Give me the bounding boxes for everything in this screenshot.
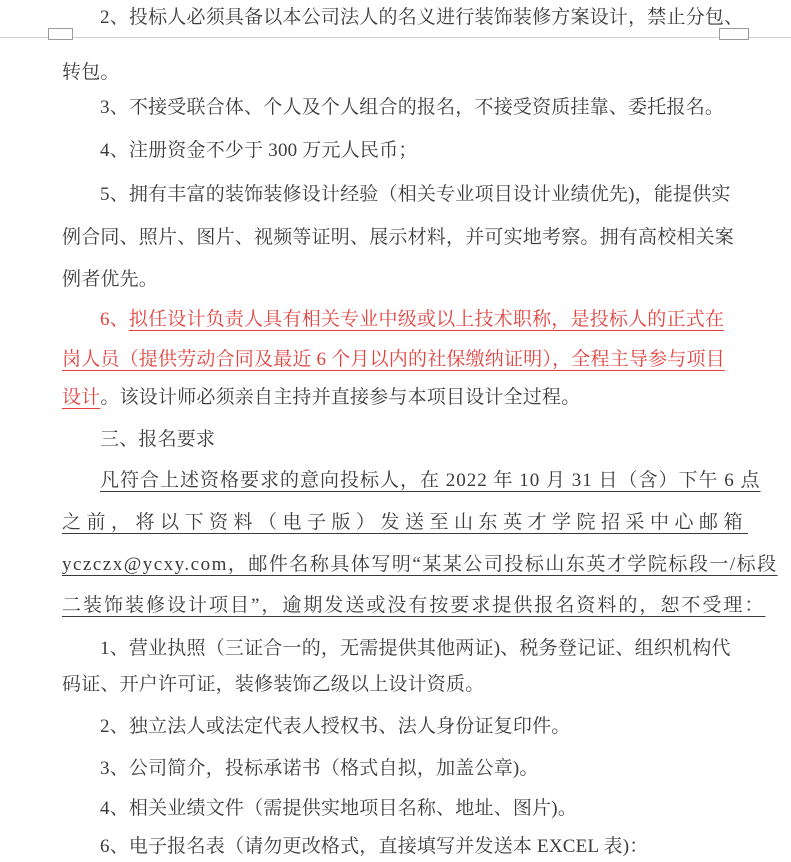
text-line (62, 673, 484, 697)
text-line (62, 268, 158, 292)
text-segment: yczczx@ycxy.com，邮件名称具体写明“某某公司投标山东英才学院标段一/标段 (62, 554, 778, 575)
text-segment: 转包。 (62, 62, 120, 83)
text-line (100, 637, 731, 661)
text-segment: 5、拥有丰富的装饰装修设计经验（相关专业项目设计业绩优先)，能提供实 (100, 184, 731, 205)
text-line (100, 797, 577, 821)
text-line (100, 96, 724, 120)
text-segment: 之前，将以下资料（电子版）发送至山东英才学院招采中心邮箱 (62, 512, 749, 533)
text-segment: 例合同、照片、图片、视频等证明、展示材料，并可实地考察。拥有高校相关案 (62, 227, 735, 248)
text-segment: 例者优先。 (62, 269, 159, 290)
text-line (100, 835, 648, 859)
text-segment: 拟任设计负责人具有相关专业中级或以上技术职称，是投标人的正式在 (128, 309, 725, 330)
page-boundary-line (0, 37, 791, 38)
text-line (62, 61, 120, 85)
text-segment: 6、电子报名表（请勿更改格式，直接填写并发送本 EXCEL 表)： (100, 836, 649, 857)
text-line (100, 715, 571, 739)
text-segment: 二装饰装修设计项目”，逾期发送或没有按要求提供报名资料的，恕不受理： (62, 595, 766, 616)
text-line (100, 428, 215, 452)
text-segment: 凡符合上述资格要求的意向投标人，在 2022 年 10 月 31 日（含）下午 6 点 (100, 470, 761, 491)
page-boundary-marker-left (48, 28, 73, 40)
text-segment: 码证、开户许可证，装修装饰乙级以上设计资质。 (62, 674, 485, 695)
text-line (100, 469, 761, 493)
text-segment: 。该设计师必须亲自主持并直接参与本项目设计全过程。 (100, 387, 581, 408)
text-line (62, 386, 580, 410)
text-segment: 3、不接受联合体、个人及个人组合的报名，不接受资质挂靠、委托报名。 (100, 97, 725, 118)
text-segment: 三、报名要求 (100, 429, 216, 450)
text-line (62, 226, 734, 250)
text-segment: 6、 (100, 309, 129, 330)
text-line (62, 594, 765, 618)
text-segment: 2、投标人必须具备以本公司法人的名义进行装饰装修方案设计，禁止分包、 (100, 7, 744, 28)
text-segment: 4、相关业绩文件（需提供实地项目名称、地址、图片)。 (100, 798, 578, 819)
text-line (62, 553, 778, 577)
text-line (100, 6, 743, 30)
text-line (100, 139, 418, 163)
text-line (100, 183, 731, 207)
text-line (100, 757, 539, 781)
text-segment: 2、独立法人或法定代表人授权书、法人身份证复印件。 (100, 716, 571, 737)
text-line (100, 308, 724, 332)
text-segment: 3、公司简介，投标承诺书（格式自拟，加盖公章)。 (100, 758, 539, 779)
text-segment: 4、注册资金不少于 300 万元人民币； (100, 140, 418, 161)
text-line (62, 348, 725, 372)
text-segment: 设计 (62, 387, 101, 408)
text-segment: 1、营业执照（三证合一的，无需提供其他两证)、税务登记证、组织机构代 (100, 638, 731, 659)
text-segment: 岗人员（提供劳动合同及最近 6 个月以内的社保缴纳证明），全程主导参与项目 (62, 349, 725, 370)
text-line (62, 511, 748, 535)
